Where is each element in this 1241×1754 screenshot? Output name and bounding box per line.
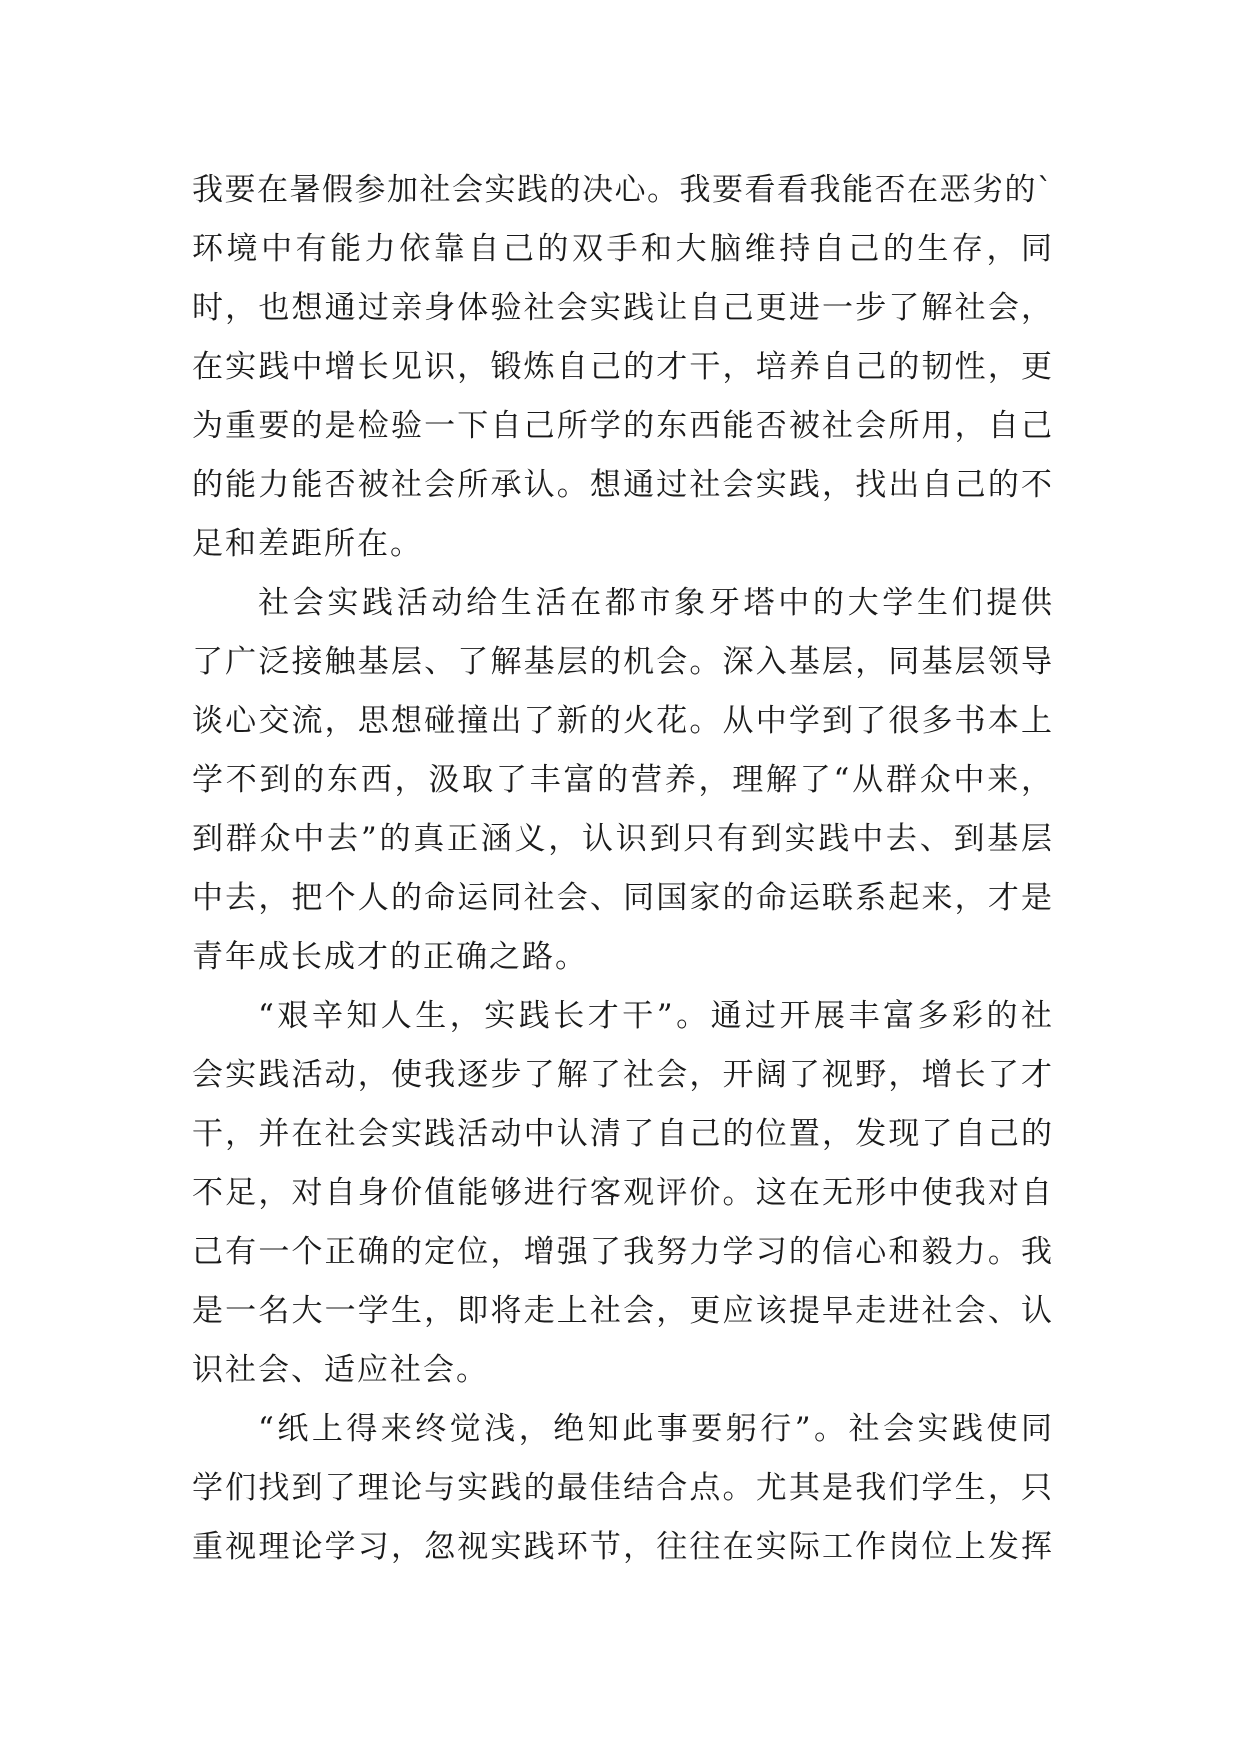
- text-line: 环境中有能力依靠自己的双手和大脑维持自己的生存，同: [192, 231, 1054, 267]
- text-line: 中去，把个人的命运同社会、同国家的命运联系起来，才是: [192, 880, 1054, 916]
- text-line: 会实践活动，使我逐步了解了社会，开阔了视野，增长了才: [192, 1057, 1054, 1093]
- text-line: 社会实践活动给生活在都市象牙塔中的大学生们提供: [258, 585, 1054, 621]
- text-line: 重视理论学习，忽视实践环节，往往在实际工作岗位上发挥: [192, 1529, 1054, 1565]
- text-line: 时，也想通过亲身体验社会实践让自己更进一步了解社会，: [192, 290, 1054, 326]
- text-line: 学们找到了理论与实践的最佳结合点。尤其是我们学生，只: [192, 1470, 1054, 1506]
- paragraph-4: [192, 1400, 1054, 1577]
- text-line: “艰辛知人生，实践长才干”。通过开展丰富多彩的社: [258, 998, 1054, 1034]
- text-line: 青年成长成才的正确之路。: [192, 939, 588, 975]
- text-line: 了广泛接触基层、了解基层的机会。深入基层，同基层领导: [192, 644, 1054, 680]
- text-line: 足和差距所在。: [192, 526, 423, 562]
- paragraph-3: [192, 987, 1054, 1400]
- text-line: 识社会、适应社会。: [192, 1352, 489, 1388]
- text-line: “纸上得来终觉浅，绝知此事要躬行”。社会实践使同: [258, 1411, 1054, 1447]
- text-line: 是一名大一学生，即将走上社会，更应该提早走进社会、认: [192, 1293, 1054, 1329]
- text-line: 为重要的是检验一下自己所学的东西能否被社会所用，自己: [192, 408, 1054, 444]
- text-line: 不足，对自身价值能够进行客观评价。这在无形中使我对自: [192, 1175, 1054, 1211]
- body-text: [192, 161, 1054, 1577]
- text-line: 谈心交流，思想碰撞出了新的火花。从中学到了很多书本上: [192, 703, 1054, 739]
- text-line: 到群众中去”的真正涵义，认识到只有到实践中去、到基层: [192, 821, 1054, 857]
- text-line: 学不到的东西，汲取了丰富的营养，理解了“从群众中来，: [192, 762, 1054, 798]
- text-line: 的能力能否被社会所承认。想通过社会实践，找出自己的不: [192, 467, 1054, 503]
- paragraph-2: [192, 574, 1054, 987]
- text-line: 在实践中增长见识，锻炼自己的才干，培养自己的韧性，更: [192, 349, 1054, 385]
- paragraph-1: [192, 161, 1054, 574]
- text-line: 我要在暑假参加社会实践的决心。我要看看我能否在恶劣的`: [192, 172, 1054, 208]
- text-line: 己有一个正确的定位，增强了我努力学习的信心和毅力。我: [192, 1234, 1054, 1270]
- text-line: 干，并在社会实践活动中认清了自己的位置，发现了自己的: [192, 1116, 1054, 1152]
